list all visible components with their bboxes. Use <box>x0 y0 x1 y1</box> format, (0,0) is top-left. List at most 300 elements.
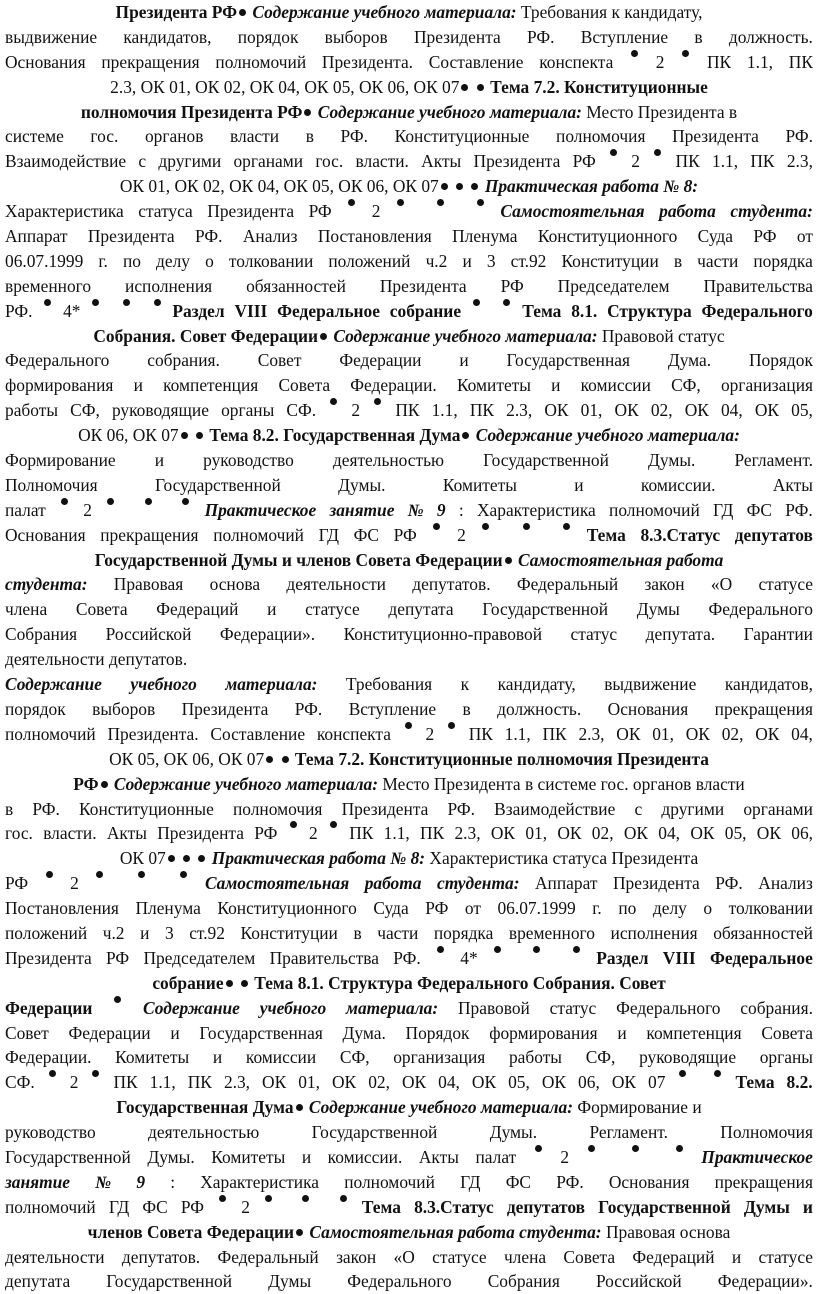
text-word: ОК <box>557 823 582 844</box>
bullet-dot-icon <box>654 149 661 156</box>
text-word: Думы. <box>648 450 696 471</box>
text-word: Правительства <box>269 947 380 968</box>
text-word: РФ. <box>715 873 743 894</box>
text-word: ОК <box>616 723 641 744</box>
text-run: Государственная Дума <box>116 1097 294 1118</box>
bullet-dot-icon <box>101 781 108 788</box>
text-word: Вступление <box>580 26 669 47</box>
text-word: статуса <box>138 201 193 222</box>
text-word: Самостоятельная <box>204 873 350 894</box>
text-word: Конституционные <box>394 126 530 147</box>
text-word: 02, <box>650 400 673 421</box>
text-word: и <box>462 250 472 271</box>
text-run: Правовая основа <box>601 1221 731 1242</box>
text-word: РФ. <box>556 1171 584 1192</box>
text-word: ПК <box>788 51 813 72</box>
text-word: СФ. <box>5 1072 35 1093</box>
text-word: и <box>212 1047 223 1068</box>
bullet-dot-icon <box>523 523 530 530</box>
text-line <box>5 871 813 896</box>
text-word: Порядок <box>748 350 813 371</box>
text-word: компетенция <box>163 375 259 396</box>
bullet-dot-icon <box>198 855 205 862</box>
text-word: ОК <box>623 823 648 844</box>
text-word: Конституционного <box>217 898 357 919</box>
text-word: Тема <box>522 300 562 321</box>
text-word: Практическое <box>701 1146 813 1167</box>
text-word: другими <box>158 151 222 172</box>
text-word: 2 <box>70 873 79 894</box>
bullet-dot-icon <box>181 432 188 439</box>
text-word: Российской <box>595 1271 682 1292</box>
text-word: должность. <box>497 698 582 719</box>
text-word: Государственной <box>106 1271 233 1292</box>
text-word: исполнения <box>610 922 698 943</box>
text-word: в <box>305 126 314 147</box>
text-word: Президента <box>5 947 92 968</box>
text-word: 2.3, <box>786 151 813 172</box>
text-word: выборов <box>92 698 156 719</box>
text-word: от <box>464 898 481 919</box>
text-word: работа <box>659 201 716 222</box>
text-word: РФ. <box>32 798 60 819</box>
text-word: порядок <box>237 26 299 47</box>
bullet-dot-icon <box>588 1145 595 1152</box>
text-word: РФ <box>500 275 524 296</box>
text-line <box>5 747 813 772</box>
text-line <box>5 324 813 349</box>
text-word: прекращения <box>101 51 200 72</box>
text-word: РФ <box>753 226 777 247</box>
text-run: Собрания. Совет Федерации <box>93 325 319 346</box>
text-run: Формирование и <box>573 1097 702 1118</box>
text-word: Президента <box>473 151 561 172</box>
text-word: и <box>574 474 584 495</box>
text-word: 2 <box>308 823 318 844</box>
text-word: Федерации <box>68 1022 151 1043</box>
text-word: Формирование <box>5 450 116 471</box>
text-word: палат <box>5 499 46 520</box>
text-word: исполнения <box>125 275 213 296</box>
text-word: Тема <box>735 1072 775 1093</box>
text-word: Государственная <box>199 1022 323 1043</box>
text-word: Характеристика <box>476 499 596 520</box>
text-line <box>5 50 813 75</box>
text-word: Тема <box>586 524 626 545</box>
text-run: Государственной Думы и членов Совета Федерации <box>94 549 503 570</box>
text-run: Тема 7.2. Конституционные полномочия Президента <box>290 748 709 769</box>
text-word: гос. <box>315 151 344 172</box>
bullet-dot-icon <box>46 871 53 878</box>
bullet-dot-icon <box>183 855 190 862</box>
text-word: 04, <box>791 723 813 744</box>
text-line <box>5 647 813 672</box>
text-word: 06, <box>578 1072 600 1093</box>
text-run: Практическая работа № 8: <box>207 848 426 869</box>
text-word: ПК <box>395 400 420 421</box>
text-word: 04, <box>720 400 743 421</box>
text-line <box>5 473 813 498</box>
text-word: делу <box>156 250 190 271</box>
text-run: ОК 05, ОК 06, ОК 07 <box>109 748 265 769</box>
text-word: РФ <box>5 873 29 894</box>
text-word: полномочий <box>609 499 700 520</box>
text-word: 2.3, <box>578 723 605 744</box>
bullet-dot-icon <box>92 299 99 306</box>
text-word: ПК <box>707 51 732 72</box>
bullet-dot-icon <box>296 1104 303 1111</box>
text-word: Федеральный <box>516 574 619 595</box>
text-line <box>5 174 813 199</box>
text-word: Вступление <box>348 698 437 719</box>
text-word: «О <box>710 574 733 595</box>
text-word: РФ. <box>5 300 33 321</box>
text-word: Комитеты <box>211 1146 286 1167</box>
text-line <box>5 75 813 100</box>
text-word: ПК <box>349 823 374 844</box>
text-word: полномочий <box>5 723 96 744</box>
text-word: материала: <box>225 674 318 695</box>
text-word: Федерального <box>5 350 110 371</box>
text-word: 2.3, <box>506 400 533 421</box>
text-word: комиссии <box>245 1047 317 1068</box>
text-word: комиссии <box>580 375 651 396</box>
text-word: 4* <box>460 947 478 968</box>
text-word: Характеристика <box>5 201 124 222</box>
text-word: 01, <box>580 400 603 421</box>
text-run <box>450 176 454 196</box>
text-word: в <box>694 26 703 47</box>
text-word: и <box>617 1022 627 1043</box>
text-run <box>275 749 279 769</box>
text-word: 2 <box>69 1072 79 1093</box>
text-word: Федерального <box>616 997 721 1018</box>
text-word: порядка <box>753 250 813 271</box>
text-word: ГД <box>713 499 734 520</box>
text-word: и <box>802 1196 813 1217</box>
text-line <box>5 224 813 249</box>
text-word: ст.92 <box>189 922 225 943</box>
text-word: Характеристика <box>200 1171 319 1192</box>
bullet-dot-icon <box>304 109 311 116</box>
text-word: 2 <box>457 524 466 545</box>
bullet-dot-icon <box>92 1070 99 1077</box>
text-line <box>5 199 813 224</box>
text-word: 06.07.1999 <box>497 898 576 919</box>
text-word: 2.3, <box>454 823 481 844</box>
text-word: деятельности <box>286 574 386 595</box>
text-word: Федераций <box>156 599 239 620</box>
text-word: 2 <box>560 1146 570 1167</box>
text-word: Содержание <box>5 674 102 695</box>
text-run: полномочия Президента РФ <box>80 101 303 122</box>
text-word: Основания <box>5 524 86 545</box>
text-word: Федерального <box>347 1271 452 1292</box>
text-word: кандидатов, <box>724 674 813 695</box>
text-word: толковании <box>228 250 314 271</box>
text-word: и <box>133 375 143 396</box>
text-word: ПК <box>420 823 445 844</box>
text-word: РФ <box>425 898 449 919</box>
text-word: гос. <box>90 126 119 147</box>
text-word: положений <box>328 250 411 271</box>
text-word: Федерации <box>339 350 422 371</box>
text-word: Российской <box>105 624 192 645</box>
text-word: палат <box>475 1146 517 1167</box>
text-word: полномочий <box>213 524 304 545</box>
text-run: Содержание учебного материала: <box>313 101 582 122</box>
text-word: ГД <box>318 524 339 545</box>
bullet-dot-icon <box>302 1195 309 1202</box>
text-word: Государственной <box>311 1122 438 1143</box>
text-line <box>5 946 813 971</box>
text-word: ОК <box>754 400 780 421</box>
text-word: 05, <box>508 1072 530 1093</box>
text-word: полномочий <box>344 1171 435 1192</box>
text-line <box>5 572 813 597</box>
bullet-dot-icon <box>241 980 248 987</box>
text-word: 1.1, <box>149 1072 176 1093</box>
text-word: ОК <box>401 1072 427 1093</box>
text-run: Тема 8.2. Государственная Дума <box>204 425 461 446</box>
text-word: Комитеты <box>442 474 517 495</box>
text-word: с <box>138 151 147 172</box>
bullet-dot-icon <box>397 199 404 206</box>
text-run: Тема 8.1. Структура Федерального Собрания. Совет <box>249 972 666 993</box>
text-word: комиссии. <box>327 1146 403 1167</box>
text-word: 02, <box>591 823 614 844</box>
text-line <box>5 398 813 423</box>
text-word: прекращения <box>100 524 199 545</box>
text-word: ОК <box>755 723 780 744</box>
text-word: и <box>301 1146 312 1167</box>
text-line <box>5 996 813 1021</box>
text-word: Содержание <box>143 997 240 1018</box>
text-word: Анализ <box>758 873 813 894</box>
text-run: Содержание учебного материала: <box>471 425 740 446</box>
bullet-dot-icon <box>437 946 444 953</box>
text-word: конспекта <box>316 723 391 744</box>
bullet-dot-icon <box>340 1195 347 1202</box>
text-word: РФ. <box>393 947 421 968</box>
text-word: Комитеты <box>115 1047 190 1068</box>
text-word: Правовая <box>113 574 184 595</box>
text-word: и <box>267 599 277 620</box>
text-word: Государственной <box>598 1196 731 1217</box>
text-word: и <box>459 350 469 371</box>
text-word: 06.07.1999 <box>5 250 84 271</box>
text-word: 8.1. <box>571 300 598 321</box>
text-line <box>5 722 813 747</box>
text-word: Постановления <box>5 898 119 919</box>
text-word: ПК <box>187 1072 212 1093</box>
text-word: РФ. <box>785 126 813 147</box>
bullet-dot-icon <box>456 183 463 190</box>
text-word: компетенция <box>646 1022 742 1043</box>
text-run: Самостоятельная работа <box>513 549 724 570</box>
text-word: ОК <box>541 1072 567 1093</box>
bullet-dot-icon <box>477 199 484 206</box>
text-word: ГД <box>108 1196 130 1217</box>
text-word: Постановления <box>317 226 432 247</box>
text-run <box>465 176 469 196</box>
text-word: 2 <box>631 151 640 172</box>
text-word: Президента <box>612 873 700 894</box>
text-word: занятие <box>5 1171 71 1192</box>
text-word: СФ, <box>585 1047 616 1068</box>
text-word: Раздел <box>172 300 225 321</box>
text-word: 2 <box>425 723 435 744</box>
text-word: ч.2 <box>425 250 448 271</box>
text-word: РФ. <box>340 126 368 147</box>
text-word: системе <box>5 126 64 147</box>
text-word: Думы. <box>338 474 386 495</box>
text-word: Президента. <box>321 51 414 72</box>
text-run <box>235 973 239 993</box>
text-run: РФ <box>73 773 99 794</box>
text-line <box>5 1095 813 1120</box>
text-word: ст.92 <box>510 250 547 271</box>
text-word: занятие <box>329 499 395 520</box>
bullet-dot-icon <box>473 299 480 306</box>
text-word: руководящие <box>639 1047 737 1068</box>
text-word: Основания <box>608 1171 690 1192</box>
text-run: Место Президента в <box>581 101 738 122</box>
text-word: Федеральное <box>709 947 813 968</box>
bullet-dot-icon <box>503 299 510 306</box>
bullet-dot-icon <box>433 523 440 530</box>
text-word: СФ, <box>70 400 100 421</box>
bullet-dot-icon <box>330 821 337 828</box>
text-word: Федерации». <box>717 1271 813 1292</box>
text-word: Федерального <box>701 300 813 321</box>
text-word: Президента. <box>107 723 199 744</box>
text-word: РФ <box>308 201 332 222</box>
bullet-dot-icon <box>145 498 152 505</box>
text-word: Думы <box>268 1271 312 1292</box>
text-word: Структура <box>607 300 692 321</box>
text-word: 2 <box>655 51 665 72</box>
text-word: обязанностей <box>246 275 346 296</box>
text-word: Государственной <box>155 474 281 495</box>
text-word: ч.2 <box>102 922 125 943</box>
text-word: Акты <box>418 1146 459 1167</box>
text-word: прекращения <box>714 1171 813 1192</box>
text-word: собрание <box>389 300 462 321</box>
text-word: власти <box>230 126 280 147</box>
text-run: Место Президента в системе гос. органов власти <box>378 773 745 794</box>
text-word: Акты <box>106 823 147 844</box>
bullet-dot-icon <box>462 432 469 439</box>
text-word: депутатов <box>506 1196 586 1217</box>
text-word: РФ <box>572 151 596 172</box>
text-word: Тема <box>361 1196 401 1217</box>
text-word: Думы <box>636 599 680 620</box>
text-word: 05, <box>791 400 813 421</box>
text-run: Правовой статус <box>597 325 725 346</box>
text-word: по <box>122 250 141 271</box>
text-word: Основания <box>607 698 689 719</box>
bullet-dot-icon <box>573 946 580 953</box>
text-word: руководство <box>5 1122 96 1143</box>
text-word: и <box>140 922 150 943</box>
text-line <box>5 971 813 996</box>
text-word: с <box>634 798 643 819</box>
text-word: : <box>458 499 464 520</box>
text-word: Государственной <box>483 450 609 471</box>
text-word: Думы <box>743 1196 790 1217</box>
text-word: 02, <box>721 723 744 744</box>
text-run: Характеристика статуса Президента <box>425 848 699 869</box>
text-word: Порядок <box>405 1022 470 1043</box>
text-word: СФ. <box>286 400 317 421</box>
text-word: статусе <box>758 1246 813 1267</box>
text-word: гос. <box>5 823 33 844</box>
text-word: Председателем <box>557 275 670 296</box>
text-line <box>5 523 813 548</box>
text-line <box>5 846 813 871</box>
text-word: Дума. <box>667 350 712 371</box>
text-word: РФ. <box>785 499 813 520</box>
text-word: VIII <box>662 947 696 968</box>
text-word: № <box>95 1171 112 1192</box>
text-line <box>5 1145 813 1170</box>
bullet-dot-icon <box>348 199 355 206</box>
bullet-dot-icon <box>282 756 289 763</box>
text-word: VIII <box>234 300 268 321</box>
text-line <box>5 697 813 722</box>
text-line <box>5 348 813 373</box>
text-word: делу <box>652 898 687 919</box>
text-word: 04, <box>658 823 681 844</box>
text-run: Содержание учебного материала: <box>109 773 378 794</box>
text-word: ОК <box>685 723 710 744</box>
text-word: Гарантии <box>743 624 813 645</box>
text-word: работы <box>5 400 59 421</box>
bullet-dot-icon <box>266 756 273 763</box>
text-word: Президента <box>207 201 295 222</box>
text-word: Президента <box>341 798 429 819</box>
text-word: 2 <box>371 201 381 222</box>
bullet-dot-icon <box>714 1070 721 1077</box>
text-word: депутатов. <box>121 1246 201 1267</box>
text-line <box>5 274 813 299</box>
text-word: деятельности <box>5 1246 105 1267</box>
text-word: Взаимодействие <box>494 798 616 819</box>
text-word: порядок <box>5 698 66 719</box>
text-word: ОК <box>614 400 639 421</box>
text-line <box>5 149 813 174</box>
text-word: 02, <box>368 1072 390 1093</box>
text-word: Взаимодействие <box>5 151 127 172</box>
text-word: Регламент. <box>589 1122 668 1143</box>
text-word: Пленума <box>452 226 518 247</box>
text-word: 05, <box>724 823 747 844</box>
text-word: Президента <box>181 698 269 719</box>
text-word: г. <box>98 250 108 271</box>
text-run: Президента РФ <box>115 2 238 22</box>
text-line <box>5 921 813 946</box>
text-word: Президента <box>672 126 759 147</box>
text-word: Совет <box>257 350 302 371</box>
bullet-dot-icon <box>196 432 203 439</box>
bullet-dot-icon <box>123 299 130 306</box>
text-word: о <box>703 898 713 919</box>
text-word: и <box>154 450 165 471</box>
text-word: полномочия <box>556 126 646 147</box>
text-word: Аппарат <box>5 226 68 247</box>
bullet-dot-icon <box>265 1195 272 1202</box>
